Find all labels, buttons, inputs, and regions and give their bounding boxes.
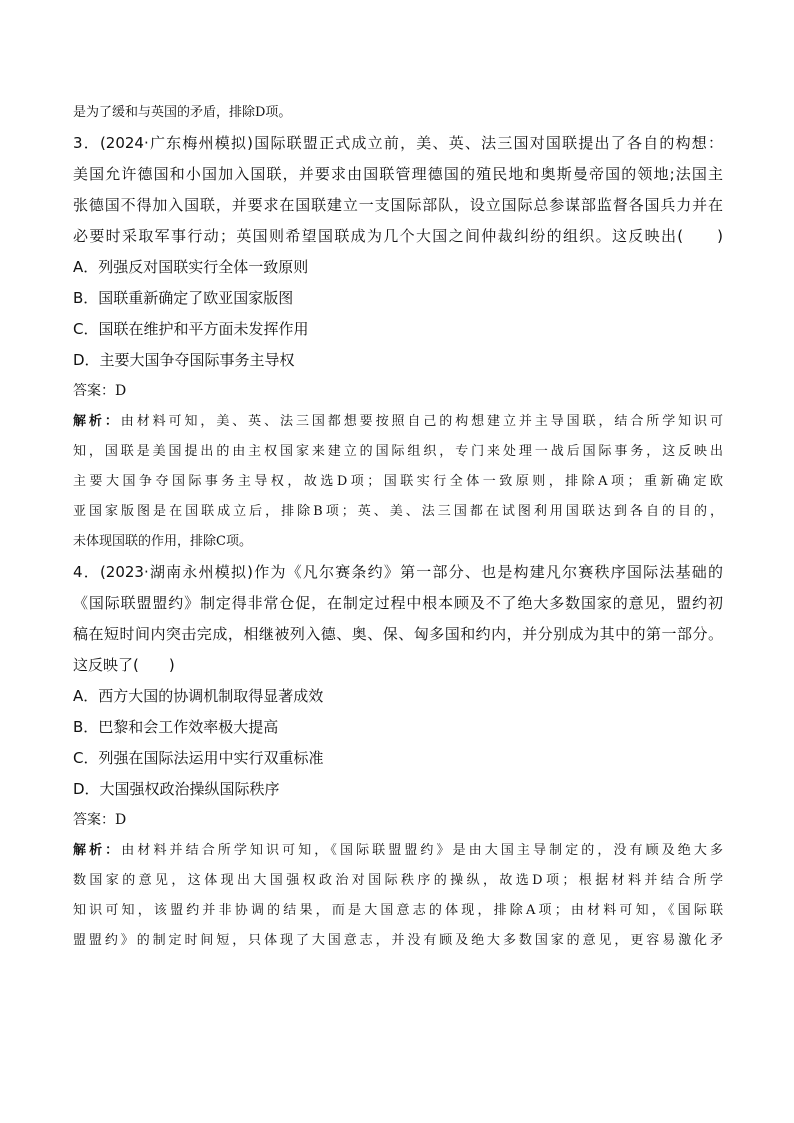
- question-4-analysis-text-1: 由材料并结合所学知识可知，《国际联盟盟约》是由大国主导制定的，没有顾及绝大多: [121, 843, 723, 858]
- question-3: [73, 128, 723, 557]
- question-3-stem-line-3: 张德国不得加入国联，并要求在国联建立一支国际部队，设立国际总参谋部监督各国兵力并在: [73, 196, 723, 214]
- question-4-option-d: D．大国强权政治操纵国际秩序: [73, 780, 280, 798]
- question-3-answer: 答案：D: [73, 383, 127, 399]
- question-4-option-b: B．巴黎和会工作效率极大提高: [73, 718, 279, 736]
- previous-analysis-tail: 是为了缓和与英国的矛盾，排除D项。: [73, 105, 292, 120]
- question-4-stem-line-2: 《国际联盟盟约》制定得非常仓促，在制定过程中根本顾及不了绝大多数国家的意见，盟约初: [73, 594, 723, 612]
- question-4-option-a: A．西方大国的协调机制取得显著成效: [73, 687, 324, 705]
- question-4: [73, 557, 723, 956]
- question-4-stem-line-1: 4．(2023·湖南永州模拟)作为《凡尔赛条约》第一部分、也是构建凡尔赛秩序国际法基础的: [73, 563, 723, 581]
- question-3-option-b: B．国联重新确定了欧亚国家版图: [73, 289, 294, 307]
- question-3-stem-line-1: 3．(2024·广东梅州模拟)国际联盟正式成立前，美、英、法三国对国联提出了各自的构想：: [73, 134, 723, 152]
- document-content: [73, 98, 723, 956]
- question-4-answer: 答案：D: [73, 812, 127, 828]
- question-3-analysis-text-1: 由材料可知，美、英、法三国都想要按照自己的构想建立并主导国联，结合所学知识可: [120, 414, 723, 429]
- question-4-stem-line-4: 这反映了( ): [73, 656, 175, 674]
- question-4-stem-line-3: 稿在短时间内突击完成，相继被列入德、奥、保、匈多国和约内，并分别成为其中的第一部分。: [73, 625, 723, 643]
- question-4-analysis-line-2: 数国家的意见，这体现出大国强权政治对国际秩序的操纵，故选D项；根据材料并结合所学: [73, 873, 723, 888]
- question-4-option-c: C．列强在国际法运用中实行双重标准: [73, 749, 324, 767]
- question-3-option-d: D．主要大国争夺国际事务主导权: [73, 351, 295, 369]
- question-3-stem-line-2: 美国允许德国和小国加入国联，并要求由国联管理德国的殖民地和奥斯曼帝国的领地;法国主: [73, 165, 723, 183]
- question-3-stem-line-4: 必要时采取军事行动；英国则希望国联成为几个大国之间仲裁纠纷的组织。这反映出( ): [73, 227, 723, 245]
- question-3-option-c: C．国联在维护和平方面未发挥作用: [73, 320, 309, 338]
- question-3-analysis-label: 解析：: [73, 414, 121, 429]
- question-3-analysis-line-4: 亚国家版图是在国联成立后，排除B项；英、美、法三国都在试图利用国联达到各自的目的，: [73, 504, 723, 519]
- question-3-analysis-line-2: 知，国联是美国提出的由主权国家来建立的国际组织，专门来处理一战后国际事务，这反映出: [73, 444, 723, 459]
- question-3-analysis-line-5: 未体现国联的作用，排除C项。: [73, 534, 252, 549]
- question-3-analysis-line-3: 主要大国争夺国际事务主导权，故选D项；国联实行全体一致原则，排除A项；重新确定欧: [73, 474, 723, 489]
- question-3-analysis-line-1: [73, 407, 723, 437]
- question-4-analysis-line-4: 盟盟约》的制定时间短，只体现了大国意志，并没有顾及绝大多数国家的意见，更容易激化矛: [73, 933, 723, 948]
- question-3-option-a: A．列强反对国联实行全体一致原则: [73, 258, 309, 276]
- question-4-analysis-line-3: 知识可知，该盟约并非协调的结果，而是大国意志的体现，排除A项；由材料可知，《国际联: [73, 903, 723, 918]
- question-4-analysis-label: 解析：: [73, 843, 122, 858]
- question-4-analysis-line-1: [73, 836, 723, 866]
